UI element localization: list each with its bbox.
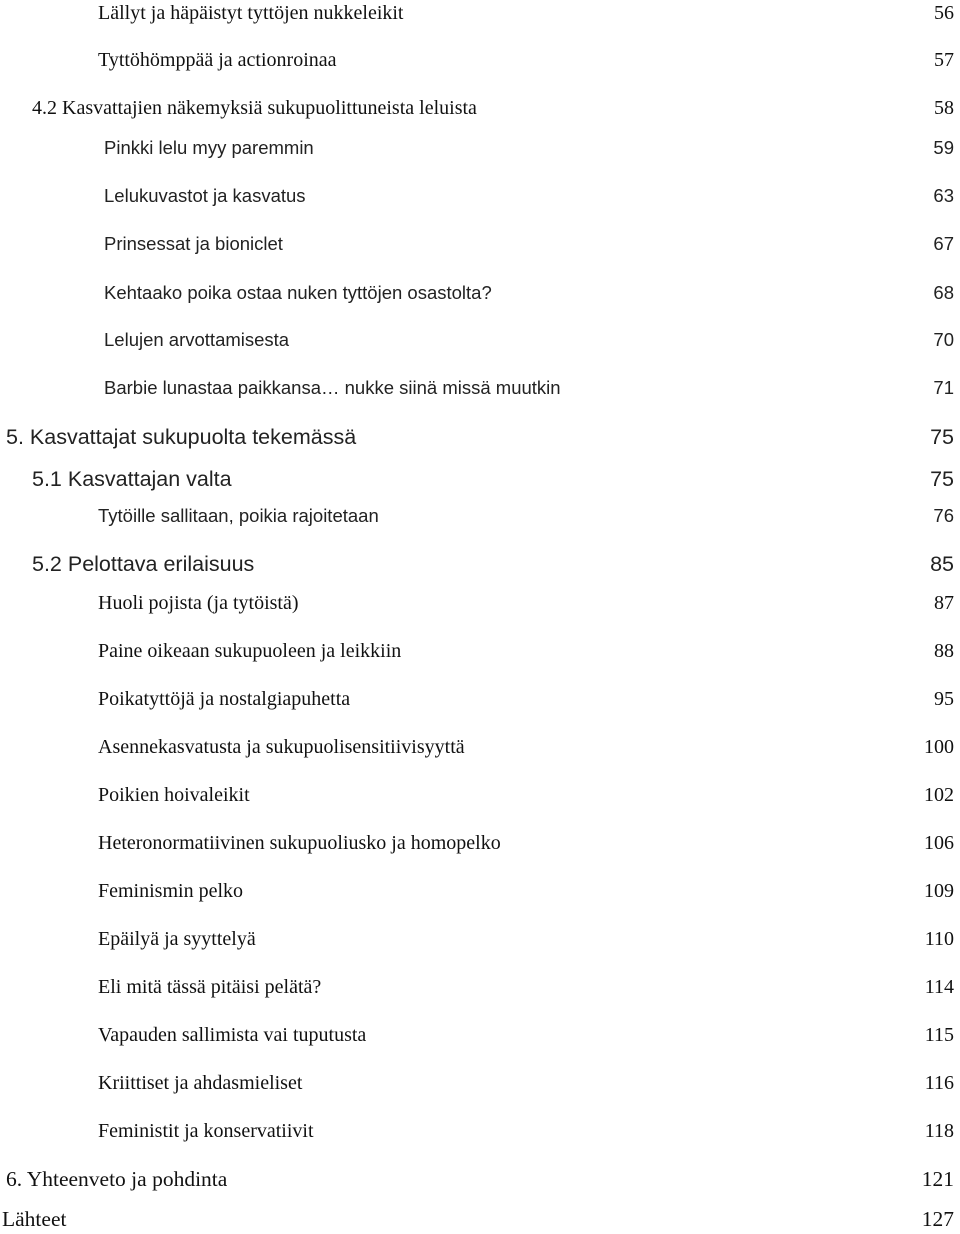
toc-entry [0, 1164, 960, 1194]
toc-entry-title: Paine oikeaan sukupuoleen ja leikkiin [98, 640, 402, 662]
toc-entry-page: 59 [933, 137, 954, 158]
toc-entry-page: 85 [930, 552, 954, 576]
toc-entry-page: 87 [934, 592, 954, 614]
toc-entry-title: Eli mitä tässä pitäisi pelätä? [98, 976, 322, 998]
toc-entry-title: 5. Kasvattajat sukupuolta tekemässä [6, 425, 357, 449]
toc-entry-page: 56 [934, 2, 954, 24]
toc-entry-page: 121 [921, 1167, 954, 1191]
toc-entry-title: Pinkki lelu myy paremmin [104, 137, 314, 158]
toc-entry-page: 68 [933, 282, 954, 303]
toc-entry [0, 181, 960, 211]
toc-entry [0, 325, 960, 355]
toc-entry [0, 278, 960, 308]
toc-entry-page: 116 [924, 1072, 954, 1094]
toc-entry-page: 110 [924, 928, 954, 950]
toc-entry-page: 67 [933, 233, 954, 254]
toc-entry-title: Poikien hoivaleikit [98, 784, 250, 806]
toc-entry-title: 5.1 Kasvattajan valta [32, 467, 232, 491]
toc-entry-title: Epäilyä ja syyttelyä [98, 928, 256, 950]
toc-entry [0, 732, 960, 762]
toc-entry [0, 876, 960, 906]
toc-entry [0, 828, 960, 858]
toc-entry-title: Lähteet [2, 1207, 67, 1231]
toc-entry [0, 229, 960, 259]
toc-entry-title: 5.2 Pelottava erilaisuus [32, 552, 255, 576]
toc-entry-page: 58 [934, 97, 954, 119]
toc-entry-page: 70 [933, 329, 954, 350]
toc-entry-page: 71 [933, 377, 954, 398]
toc-entry-title: Feministit ja konservatiivit [98, 1120, 314, 1142]
toc-entry [0, 684, 960, 714]
toc-entry-page: 57 [934, 49, 954, 71]
toc-entry [0, 373, 960, 403]
toc-entry-title: Lelujen arvottamisesta [104, 329, 290, 350]
toc-entry-page: 106 [924, 832, 954, 854]
toc-entry [0, 1068, 960, 1098]
toc-entry-page: 75 [930, 467, 954, 491]
toc-entry [0, 501, 960, 531]
toc-entry-page: 109 [924, 880, 954, 902]
toc-entry [0, 1116, 960, 1146]
toc-entry [0, 45, 960, 75]
toc-entry-page: 127 [921, 1207, 954, 1231]
toc-entry [0, 422, 960, 452]
toc-entry-title: Tyttöhömppää ja actionroinaa [98, 49, 337, 71]
toc-entry-title: Barbie lunastaa paikkansa… nukke siinä missä muutkin [104, 377, 561, 398]
toc-entry-page: 115 [924, 1024, 954, 1046]
toc-entry-title: Heteronormatiivinen sukupuoliusko ja homopelko [98, 832, 501, 854]
toc-entry-title: Lällyt ja häpäistyt tyttöjen nukkeleikit [98, 2, 404, 24]
toc-entry-page: 100 [924, 736, 954, 758]
toc-entry-page: 76 [933, 505, 954, 526]
toc-entry-page: 118 [924, 1120, 954, 1142]
toc-entry [0, 133, 960, 163]
toc-entry [0, 1204, 960, 1234]
toc-entry [0, 972, 960, 1002]
toc-entry [0, 0, 960, 28]
toc-entry-title: Poikatyttöjä ja nostalgiapuhetta [98, 688, 351, 710]
toc-entry-title: Lelukuvastot ja kasvatus [104, 185, 306, 206]
toc-entry-title: Prinsessat ja bioniclet [104, 233, 283, 254]
toc-entry [0, 636, 960, 666]
toc-entry-page: 63 [933, 185, 954, 206]
toc-entry [0, 924, 960, 954]
toc-entry-title: Kehtaako poika ostaa nuken tyttöjen osastolta? [104, 282, 492, 303]
toc-entry-title: Tytöille sallitaan, poikia rajoitetaan [98, 505, 379, 526]
toc-entry-page: 75 [930, 425, 954, 449]
toc-entry-title: Huoli pojista (ja tytöistä) [98, 592, 299, 614]
toc-entry [0, 780, 960, 810]
toc-entry [0, 549, 960, 579]
toc-entry [0, 1020, 960, 1050]
toc-entry-title: Kriittiset ja ahdasmieliset [98, 1072, 303, 1094]
toc-entry [0, 93, 960, 123]
toc-entry-title: Feminismin pelko [98, 880, 243, 902]
toc-entry [0, 464, 960, 494]
toc-entry-page: 102 [924, 784, 954, 806]
toc-entry-page: 114 [924, 976, 954, 998]
toc-entry-title: Asennekasvatusta ja sukupuolisensitiivisyyttä [98, 736, 465, 758]
toc-entry-title: 4.2 Kasvattajien näkemyksiä sukupuolittuneista leluista [32, 97, 477, 119]
toc-entry-page: 88 [934, 640, 954, 662]
toc-entry-page: 95 [934, 688, 954, 710]
toc-entry-title: 6. Yhteenveto ja pohdinta [6, 1167, 228, 1191]
toc-entry [0, 588, 960, 618]
toc-entry-title: Vapauden sallimista vai tuputusta [98, 1024, 367, 1046]
